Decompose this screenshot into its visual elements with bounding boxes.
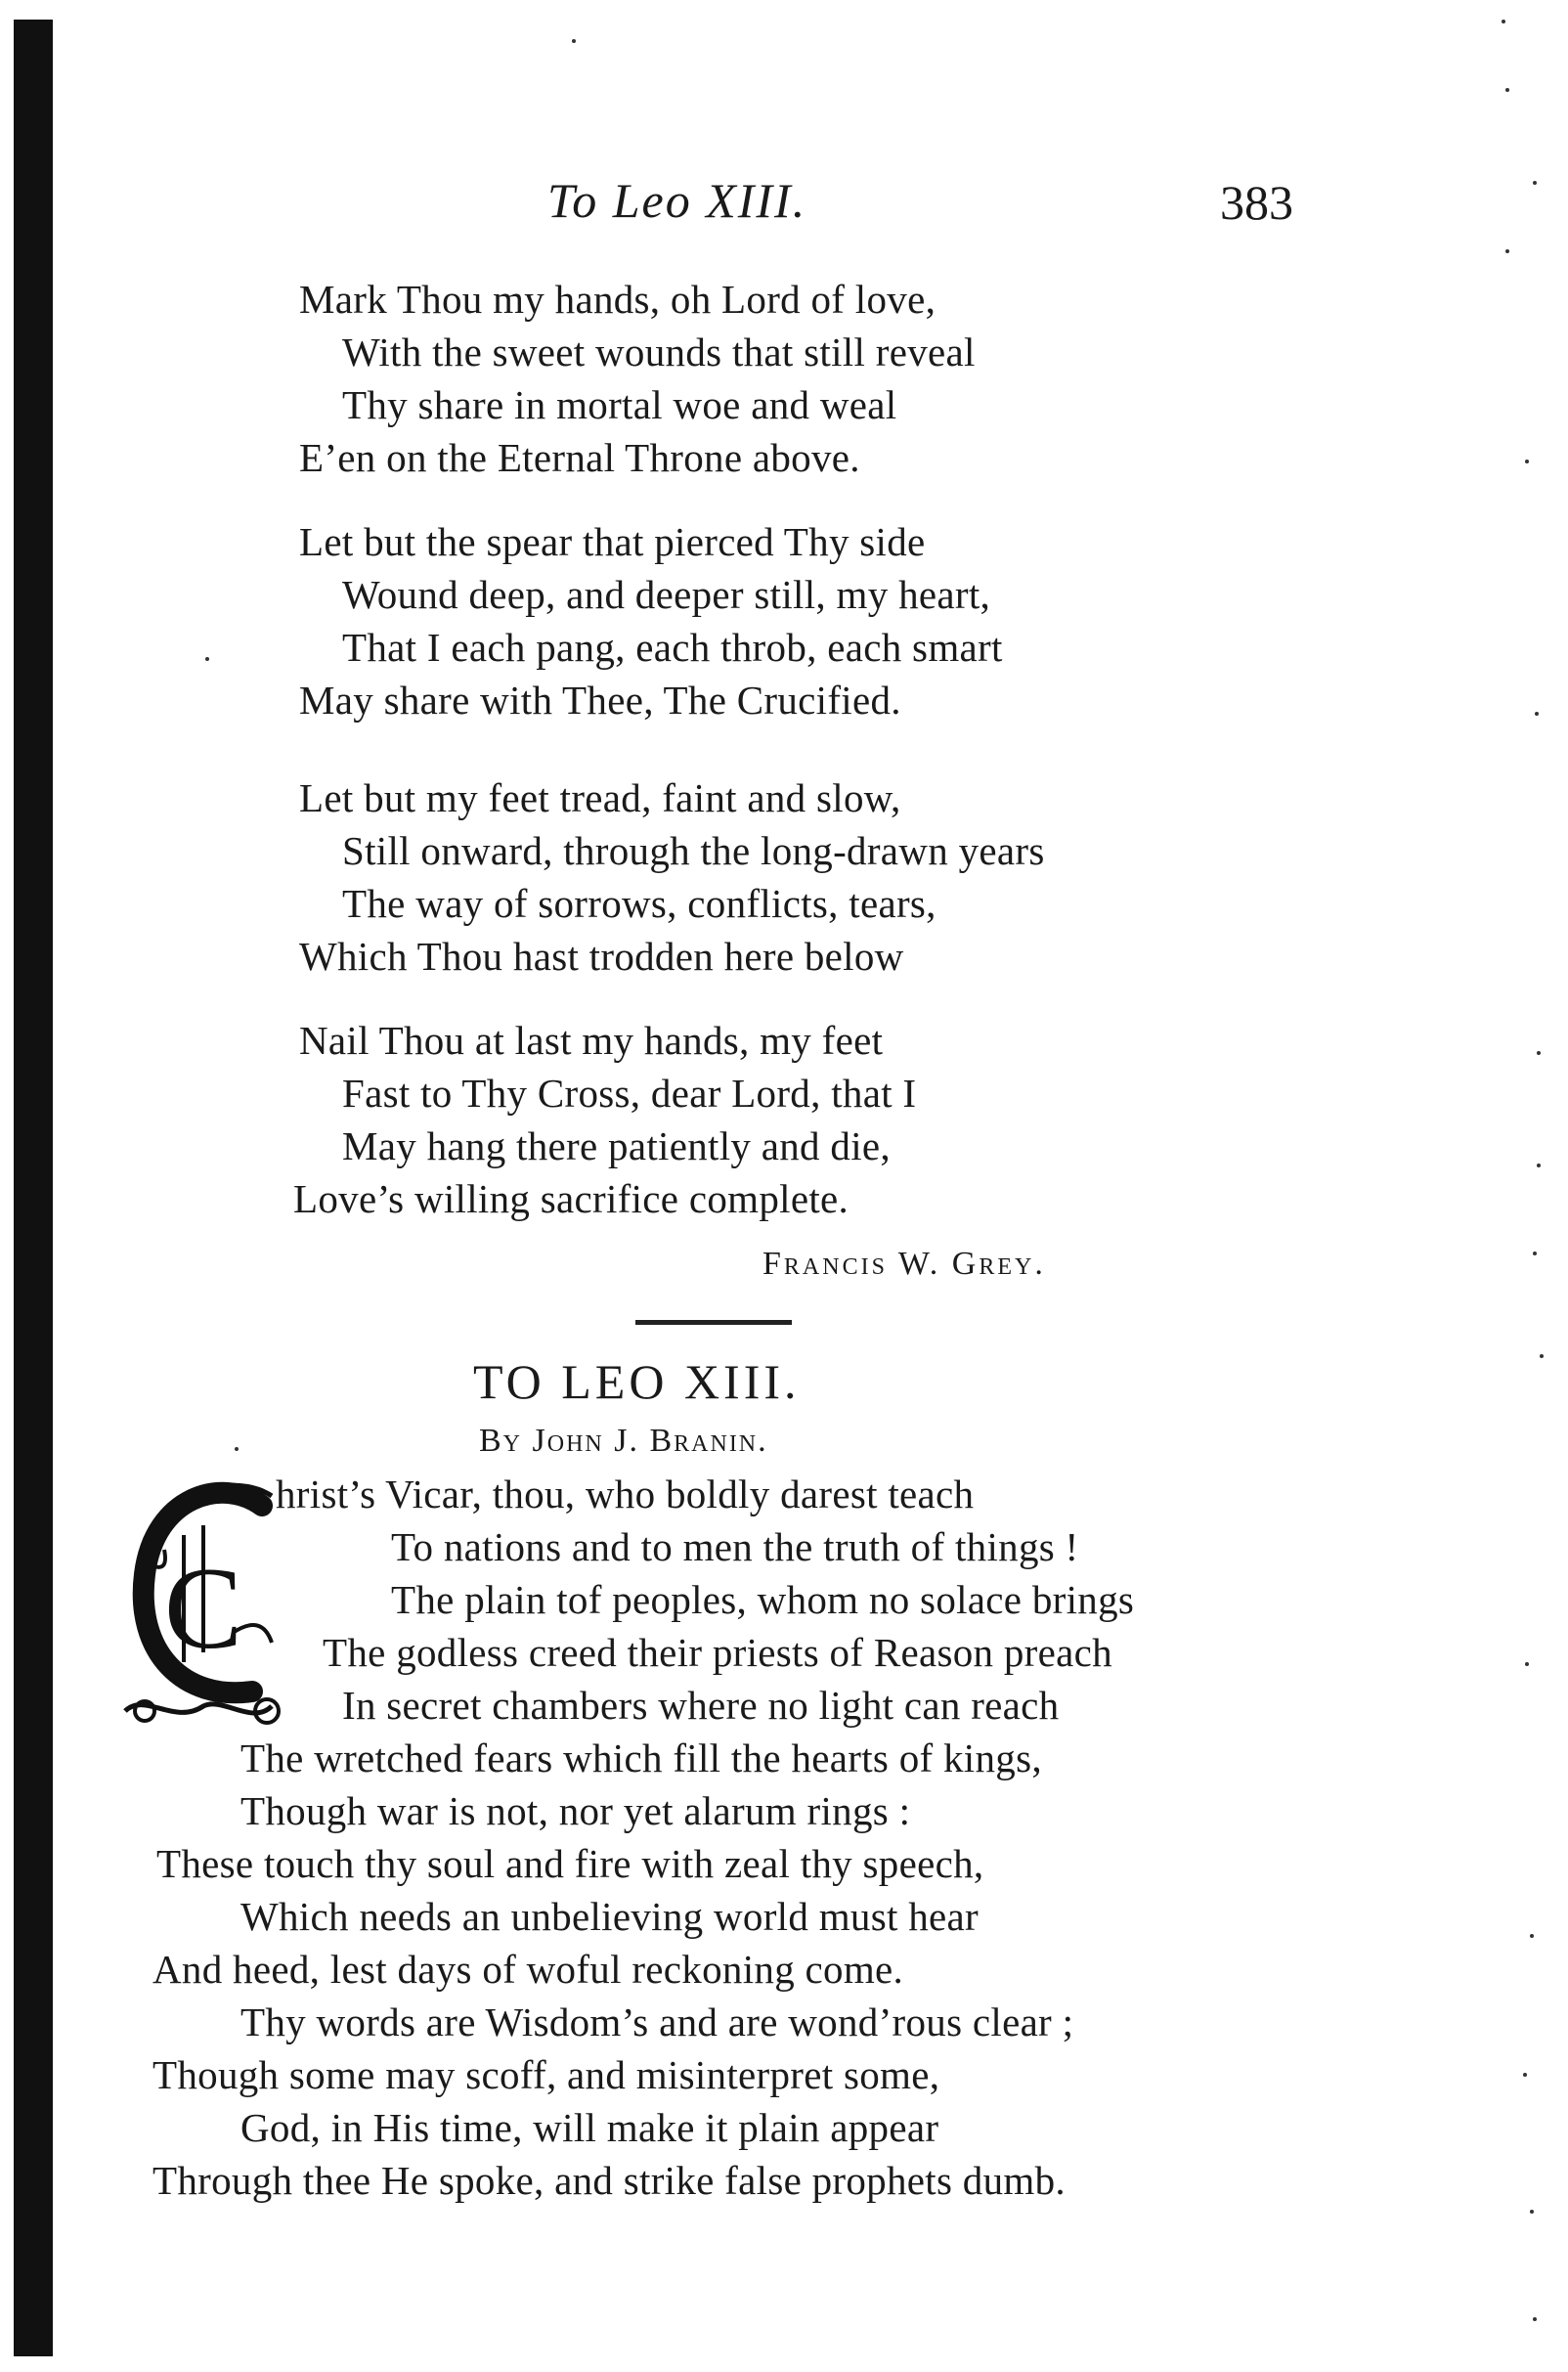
poem-line: May share with Thee, The Crucified. [299,678,901,723]
running-head: To Leo XIII. [547,173,807,228]
poem-line: Through thee He spoke, and strike false prophets dumb. [152,2158,1066,2203]
ornamental-drop-cap [115,1467,291,1740]
page-number: 383 [1220,175,1293,230]
poem-title: TO LEO XIII. [473,1354,801,1409]
poem-line: God, in His time, will make it plain appear [240,2105,939,2150]
poem-line: Which Thou hast trodden here below [299,934,904,979]
poem-line: That I each pang, each throb, each smart [342,625,1003,670]
poem-line: In secret chambers where no light can reach [342,1683,1060,1728]
poem-line: With the sweet wounds that still reveal [342,329,976,374]
drop-cap-letter: C [163,1543,243,1673]
poem-line: The way of sorrows, conflicts, tears, [342,881,936,926]
poem-line: And heed, lest days of woful reckoning come. [152,1947,904,1992]
poem-line: Let but my feet tread, faint and slow, [299,775,901,820]
poem-line: The plain tof peoples, whom no solace brings [391,1577,1135,1622]
poem-line: The godless creed their priests of Reason preach [323,1630,1112,1675]
poem-line: Fast to Thy Cross, dear Lord, that I [342,1071,917,1116]
poem-line: Wound deep, and deeper still, my heart, [342,572,991,617]
poem-line: Thy share in mortal woe and weal [342,382,897,427]
poem-line: To nations and to men the truth of things ! [391,1524,1079,1569]
poem-line: These touch thy soul and fire with zeal thy speech, [156,1841,984,1886]
poem-line: The wretched fears which fill the hearts of kings, [240,1735,1042,1780]
poem-byline: By John J. Branin. [479,1423,768,1459]
poem-line: Mark Thou my hands, oh Lord of love, [299,277,936,322]
poem-line: E’en on the Eternal Throne above. [299,435,860,480]
section-divider [635,1320,792,1325]
poem-line: hrist’s Vicar, thou, who boldly darest teach [276,1472,975,1516]
poem-line: Love’s willing sacrifice complete. [293,1176,849,1221]
poem-line: Still onward, through the long-drawn years [342,828,1045,873]
poem-line: Though war is not, nor yet alarum rings : [240,1788,911,1833]
poem-line: Nail Thou at last my hands, my feet [299,1018,884,1063]
binding-edge [14,20,53,2356]
poem-line: Though some may scoff, and misinterpret some, [152,2052,940,2097]
poem-line: Let but the spear that pierced Thy side [299,519,926,564]
poem-line: Thy words are Wisdom’s and are wond’rous clear ; [240,1999,1074,2044]
author-signature: Francis W. Grey. [762,1246,1046,1282]
poem-line: May hang there patiently and die, [342,1123,891,1168]
poem-line: Which needs an unbelieving world must hear [240,1894,979,1939]
